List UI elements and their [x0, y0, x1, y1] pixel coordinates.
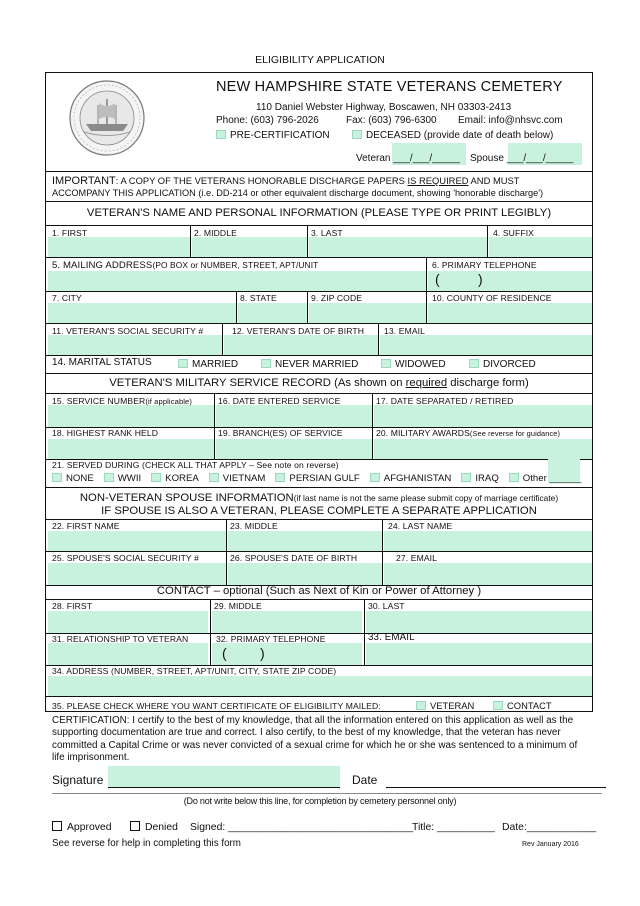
approved-checkbox[interactable] [52, 821, 62, 831]
era-option[interactable] [104, 473, 141, 484]
mail-veteran-option[interactable] [416, 700, 474, 711]
veteran-suffix-label: 4. SUFFIX [493, 228, 535, 238]
veteran-primary-telephone-field[interactable] [428, 271, 592, 291]
veteran-last-field[interactable] [309, 237, 487, 257]
date-label: Date [352, 773, 378, 787]
veteran-first-label: 1. FIRST [52, 228, 88, 238]
office-use-note: (Do not write below this line, for completion by cemetery personnel only) [183, 796, 457, 806]
marital-married-option[interactable] [178, 359, 238, 370]
divorced-checkbox[interactable] [469, 359, 479, 368]
document-title: ELIGIBILITY APPLICATION [255, 54, 385, 66]
veteran-city-field[interactable] [48, 303, 236, 323]
cemetery-email: Email: info@nhsvc.com [458, 115, 563, 126]
important-notice-line1 [52, 175, 520, 187]
office-signed-line: Signed: ________________________________ [190, 822, 414, 833]
veteran-zip-label: 9. ZIP CODE [311, 293, 363, 303]
spouse-ssn-label: 25. SPOUSE'S SOCIAL SECURITY # [52, 553, 199, 563]
spouse-title-a: NON-VETERAN SPOUSE INFORMATION [79, 492, 294, 504]
spouse-section-title [46, 492, 592, 504]
era-label: VIETNAM [222, 473, 266, 484]
never-married-label: NEVER MARRIED [275, 359, 359, 370]
contact-relationship-label: 31. RELATIONSHIP TO VETERAN [52, 634, 189, 644]
service-number-field[interactable] [48, 405, 214, 427]
pre-certification-checkbox[interactable] [216, 130, 226, 139]
marital-divorced-option[interactable] [469, 359, 536, 370]
era-checkbox[interactable] [104, 473, 114, 482]
era-checkbox[interactable] [209, 473, 219, 482]
married-label: MARRIED [192, 359, 239, 370]
spouse-first-name-label: 22. FIRST NAME [52, 521, 120, 531]
veteran-city-label: 7. CITY [52, 293, 82, 303]
veteran-email-field[interactable] [380, 335, 592, 355]
era-label: KOREA [165, 473, 199, 484]
date-field[interactable] [386, 787, 606, 788]
important-notice-line2: ACCOMPANY THIS APPLICATION (i.e. DD-214 or other equivalent discharge document, showing 'honorable discharge') [52, 188, 544, 198]
served-during-label: 21. SERVED DURING (CHECK ALL THAT APPLY – See note on reverse) [52, 460, 339, 470]
veteran-county-label: 10. COUNTY OF RESIDENCE [432, 293, 552, 303]
mail-veteran-label: VETERAN [430, 700, 475, 711]
contact-last-field[interactable] [366, 611, 592, 633]
military-section-title [46, 377, 592, 389]
era-option[interactable] [275, 473, 359, 484]
veteran-middle-label: 2. MIDDLE [194, 228, 237, 238]
awards-text: 20. MILITARY AWARDS [376, 428, 470, 438]
veteran-last-label: 3. LAST [311, 228, 343, 238]
denied-label: Denied [145, 822, 178, 833]
widowed-checkbox[interactable] [381, 359, 391, 368]
spouse-first-name-field[interactable] [48, 531, 226, 551]
veteran-dob-field[interactable] [224, 335, 378, 355]
era-option[interactable] [370, 473, 452, 484]
veteran-state-label: 8. STATE [240, 293, 277, 303]
era-label: AFGHANISTAN [383, 473, 452, 484]
veteran-section-title: VETERAN'S NAME AND PERSONAL INFORMATION (PLEASE TYPE OR PRINT LEGIBLY) [86, 207, 552, 219]
era-checkbox[interactable] [370, 473, 380, 482]
contact-phone-label: 32. PRIMARY TELEPHONE [216, 634, 326, 644]
contact-section-title: CONTACT – optional (Such as Next of Kin or Power of Attorney ) [156, 585, 482, 597]
cemetery-name: NEW HAMPSHIRE STATE VETERANS CEMETERY [216, 79, 563, 95]
date-entered-service-field[interactable] [216, 405, 372, 427]
spouse-middle-field[interactable] [228, 531, 382, 551]
cemetery-fax: Fax: (603) 796-6300 [346, 115, 437, 126]
veteran-ssn-label: 11. VETERAN'S SOCIAL SECURITY # [52, 326, 204, 336]
veteran-county-field[interactable] [428, 303, 592, 323]
mail-contact-option[interactable] [493, 700, 552, 711]
spouse-section-subtitle: IF SPOUSE IS ALSO A VETERAN, PLEASE COMPLETE A SEPARATE APPLICATION [101, 505, 537, 517]
contact-last-label: 30. LAST [368, 601, 405, 611]
veteran-first-field[interactable] [48, 237, 190, 257]
service-number-label [52, 397, 192, 406]
deceased-checkbox[interactable] [352, 130, 362, 139]
spouse-ssn-field[interactable] [48, 563, 226, 585]
cemetery-phone: Phone: (603) 796-2026 [216, 115, 319, 126]
era-option[interactable] [209, 473, 266, 484]
certification-text: CERTIFICATION: I certify to the best of my knowledge, that all the information entered on this application as well as the supporting documentation are true and correct. I also certify, to the best of my knowledge, that the veteran has never committed a Capital Crime or was never convicted of a sexual crime for which he or she was sentenced to a minimum of life imprisonment. [52, 715, 578, 764]
contact-address-field[interactable] [48, 676, 592, 696]
contact-relationship-field[interactable] [48, 643, 208, 665]
phone-area-paren-open: ( [435, 271, 440, 287]
spouse-dob-field[interactable] [228, 563, 382, 585]
veteran-date-of-death-label: Veteran ___/___/_____ [356, 153, 460, 164]
marital-status-label: 14. MARITAL STATUS [52, 357, 152, 368]
contact-email-label: 33. EMAIL [368, 632, 415, 643]
era-option[interactable] [52, 473, 94, 484]
mailing-address-text: 5. MAILING ADDRESS [52, 260, 153, 271]
veteran-dob-label: 12. VETERAN'S DATE OF BIRTH [232, 326, 364, 336]
cemetery-address: 110 Daniel Webster Highway, Boscawen, NH 03303-2413 [256, 102, 512, 113]
state-seal [68, 79, 146, 157]
spouse-email-field[interactable] [384, 563, 592, 585]
spouse-last-name-field[interactable] [384, 531, 592, 551]
mail-veteran-checkbox[interactable] [416, 701, 426, 710]
era-checkbox[interactable] [275, 473, 285, 482]
veteran-zip-field[interactable] [309, 303, 426, 323]
approved-label: Approved [67, 822, 112, 833]
office-divider [52, 793, 602, 794]
era-option[interactable] [151, 473, 199, 484]
veteran-mailing-address-label [52, 261, 318, 271]
contact-phone-field[interactable] [212, 643, 362, 665]
veteran-state-field[interactable] [238, 303, 307, 323]
era-checkbox[interactable] [52, 473, 62, 482]
era-label: Other ______ [522, 473, 582, 484]
branch-of-service-label: 19. BRANCH(ES) OF SERVICE [218, 428, 343, 438]
era-label: PERSIAN GULF [289, 473, 360, 484]
divorced-label: DIVORCED [483, 359, 536, 370]
veteran-ssn-field[interactable] [48, 335, 222, 355]
era-checkbox[interactable] [151, 473, 161, 482]
important-required: IS REQUIRED [407, 175, 469, 186]
office-title-line: Title: __________ [412, 822, 495, 833]
phone-area-paren-close: ) [478, 271, 483, 287]
era-checkbox[interactable] [461, 473, 471, 482]
military-awards-field[interactable] [374, 439, 592, 459]
office-denied-option[interactable] [130, 821, 178, 833]
era-label: NONE [66, 473, 94, 484]
era-label: WWII [117, 473, 142, 484]
date-entered-service-label: 16. DATE ENTERED SERVICE [218, 396, 341, 406]
veteran-middle-field[interactable] [192, 237, 307, 257]
veteran-mailing-address-field[interactable] [48, 271, 426, 291]
office-approved-option[interactable] [52, 821, 111, 833]
awards-note: (See reverse for guidance) [469, 429, 561, 438]
spouse-middle-label: 23. MIDDLE [230, 521, 278, 531]
branch-of-service-field[interactable] [216, 439, 372, 459]
pre-certification-option[interactable] [216, 130, 330, 141]
highest-rank-label: 18. HIGHEST RANK HELD [52, 428, 159, 438]
revision-date: Rev January 2016 [522, 841, 579, 848]
footer-help: See reverse for help in completing this form [52, 838, 241, 849]
denied-checkbox[interactable] [130, 821, 140, 831]
marital-never-married-option[interactable] [261, 359, 358, 370]
contact-phone-paren-close: ) [260, 645, 265, 661]
era-label: IRAQ [475, 473, 499, 484]
form-box [45, 72, 593, 712]
spouse-title-note: (if last name is not the same please submit copy of marriage certificate) [293, 493, 559, 503]
deceased-option[interactable] [352, 130, 553, 141]
military-title-a: VETERAN'S MILITARY SERVICE RECORD (As shown on [109, 377, 406, 389]
pre-certification-label: PRE-CERTIFICATION [230, 130, 330, 141]
signature-field[interactable] [108, 766, 340, 788]
spouse-date-of-death-label: Spouse ___/___/_____ [470, 153, 574, 164]
military-title-b: discharge form) [447, 377, 529, 389]
contact-email-field[interactable] [366, 643, 592, 665]
mail-certificate-label: 35. PLEASE CHECK WHERE YOU WANT CERTIFICATE OF ELIGIBILITY MAILED: [52, 701, 381, 711]
contact-middle-label: 29. MIDDLE [214, 601, 262, 611]
signature-label: Signature [52, 773, 104, 787]
contact-middle-field[interactable] [212, 611, 362, 633]
veteran-suffix-field[interactable] [489, 237, 592, 257]
highest-rank-field[interactable] [48, 439, 214, 459]
important-text-b: AND MUST [468, 175, 520, 186]
important-text-a: : A COPY OF THE VETERANS HONORABLE DISCHARGE PAPERS [115, 175, 408, 186]
mail-contact-checkbox[interactable] [493, 701, 503, 710]
spouse-email-label: 27. EMAIL [396, 553, 438, 563]
widowed-label: WIDOWED [395, 359, 446, 370]
veteran-email-label: 13. EMAIL [384, 326, 426, 336]
contact-first-field[interactable] [48, 611, 208, 633]
date-separated-field[interactable] [374, 405, 592, 427]
era-options [52, 473, 581, 484]
office-date-line: Date:____________ [502, 822, 597, 833]
military-title-required: required [405, 377, 448, 389]
service-number-text: 15. SERVICE NUMBER [52, 396, 146, 406]
contact-first-label: 28. FIRST [52, 601, 93, 611]
era-option[interactable] [509, 473, 582, 484]
contact-address-label: 34. ADDRESS (NUMBER, STREET, APT/UNIT, CITY, STATE ZIP CODE) [52, 666, 337, 676]
era-option[interactable] [461, 473, 498, 484]
era-checkbox[interactable] [509, 473, 519, 482]
contact-phone-paren-open: ( [222, 645, 227, 661]
spouse-dob-label: 26. SPOUSE'S DATE OF BIRTH [230, 553, 358, 563]
married-checkbox[interactable] [178, 359, 188, 368]
veteran-phone-label: 6. PRIMARY TELEPHONE [432, 260, 537, 270]
marital-widowed-option[interactable] [381, 359, 446, 370]
never-married-checkbox[interactable] [261, 359, 271, 368]
service-number-note: (if applicable) [145, 397, 193, 406]
mailing-address-note: (PO BOX or NUMBER, STREET, APT/UNIT [152, 260, 319, 270]
important-lead: IMPORTANT [52, 175, 116, 187]
spouse-last-name-label: 24. LAST NAME [388, 521, 453, 531]
military-awards-label [376, 429, 560, 438]
mail-contact-label: CONTACT [507, 700, 552, 711]
deceased-label: DECEASED (provide date of death below) [366, 130, 554, 141]
date-separated-label: 17. DATE SEPARATED / RETIRED [376, 396, 514, 406]
